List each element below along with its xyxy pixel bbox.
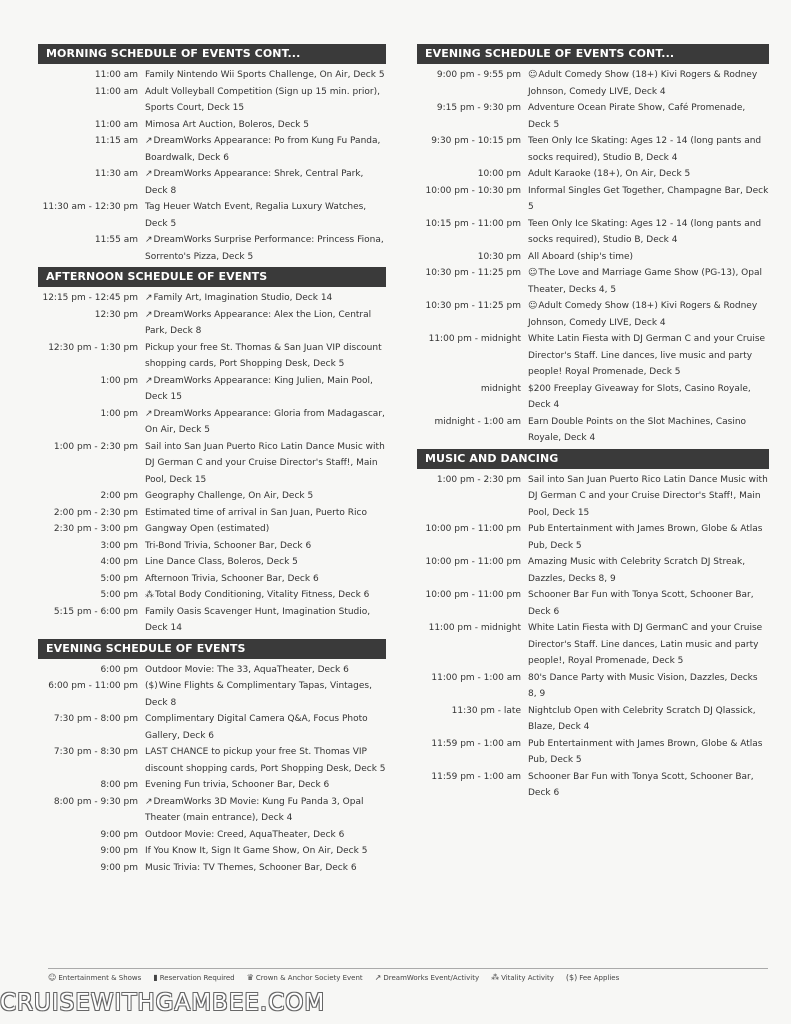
event-time: 10:15 pm - 11:00 pm xyxy=(425,218,521,229)
dreamworks-icon: ↗ xyxy=(145,235,153,245)
event-row xyxy=(38,860,386,877)
event-text: DreamWorks Appearance: Shrek, Central Park, Deck 8 xyxy=(145,169,364,196)
event-time: 2:00 pm - 2:30 pm xyxy=(53,507,138,518)
event-row xyxy=(38,199,386,232)
event-text: DreamWorks 3D Movie: Kung Fu Panda 3, Opal Theater (main entrance), Deck 4 xyxy=(145,796,364,823)
event-text: Pickup your free St. Thomas & San Juan VIP discount shopping cards, Port Shopping Desk, Deck 5 xyxy=(145,342,382,369)
event-row xyxy=(417,331,769,381)
event-row xyxy=(417,67,769,100)
event-row xyxy=(417,703,769,736)
event-text: LAST CHANCE to pickup your free St. Thomas VIP discount shopping cards, Port Shopping Desk, Deck 5 xyxy=(145,747,386,774)
event-text: Estimated time of arrival in San Juan, Puerto Rico xyxy=(145,507,367,518)
legend-item-dreamworks xyxy=(375,973,479,982)
left-column xyxy=(38,44,386,878)
event-text: The Love and Marriage Game Show (PG-13), Opal Theater, Decks 4, 5 xyxy=(528,268,762,295)
event-description xyxy=(145,744,386,777)
event-text: Afternoon Trivia, Schooner Bar, Deck 6 xyxy=(145,573,319,584)
event-text: 80's Dance Party with Music Vision, Dazzles, Decks 8, 9 xyxy=(528,672,758,699)
event-time: 11:59 pm - 1:00 am xyxy=(431,771,521,782)
event-time: 11:15 am xyxy=(94,136,138,146)
event-text: Adult Comedy Show (18+) Kivi Rogers & Rodney Johnson, Comedy LIVE, Deck 4 xyxy=(528,301,758,328)
section-music-and-dancing xyxy=(417,449,769,802)
section-morning-schedule-of-events-cont xyxy=(38,44,386,265)
event-description xyxy=(145,406,386,439)
event-text: Pub Entertainment with James Brown, Globe & Atlas Pub, Deck 5 xyxy=(528,738,763,765)
event-description xyxy=(528,587,769,620)
event-row xyxy=(417,521,769,554)
event-row xyxy=(417,414,769,447)
event-time: midnight - 1:00 am xyxy=(434,416,521,427)
entertainment-icon: ☺ xyxy=(528,70,538,80)
event-time: 12:30 pm - 1:30 pm xyxy=(48,342,138,353)
event-text: Tag Heuer Watch Event, Regalia Luxury Watches, Deck 5 xyxy=(145,202,367,229)
legend-item-reservation xyxy=(153,973,234,982)
event-description xyxy=(528,414,769,447)
event-row xyxy=(417,670,769,703)
event-description xyxy=(528,216,769,249)
section-header: MORNING SCHEDULE OF EVENTS CONT... xyxy=(38,44,386,64)
section-afternoon-schedule-of-events xyxy=(38,267,386,637)
vitality-icon: ⁂ xyxy=(491,973,500,982)
event-text: Earn Double Points on the Slot Machines, Casino Royale, Deck 4 xyxy=(528,416,747,443)
event-description xyxy=(528,381,769,414)
event-time: 11:00 am xyxy=(94,86,138,97)
event-row xyxy=(38,84,386,117)
event-time: 5:15 pm - 6:00 pm xyxy=(53,606,138,617)
event-text: Outdoor Movie: The 33, AquaTheater, Deck 6 xyxy=(145,664,349,675)
event-description xyxy=(145,373,386,406)
event-text: $200 Freeplay Giveaway for Slots, Casino Royale, Deck 4 xyxy=(528,383,751,410)
fee-icon: ($) xyxy=(565,973,578,982)
entertainment-icon: ☺ xyxy=(48,973,57,982)
icon-legend xyxy=(48,968,768,982)
event-row xyxy=(38,67,386,84)
dreamworks-icon: ↗ xyxy=(145,169,153,179)
event-time: 9:00 pm xyxy=(100,862,138,873)
event-text: Gangway Open (estimated) xyxy=(145,524,270,534)
event-text: Sail into San Juan Puerto Rico Latin Dance Music with DJ German C and your Cruise Director's Staff!, Main Pool, Deck 15 xyxy=(528,474,768,518)
event-row xyxy=(38,117,386,134)
event-description xyxy=(528,769,769,802)
event-time: 12:30 pm xyxy=(94,309,138,320)
section-header: MUSIC AND DANCING xyxy=(417,449,769,469)
event-text: Total Body Conditioning, Vitality Fitness, Deck 6 xyxy=(155,590,370,600)
event-text: Schooner Bar Fun with Tonya Scott, Schooner Bar, Deck 6 xyxy=(528,771,754,798)
event-description xyxy=(145,307,386,340)
event-description xyxy=(528,736,769,769)
legend-label: Fee Applies xyxy=(579,974,620,982)
event-time: midnight xyxy=(480,383,521,394)
event-row xyxy=(417,133,769,166)
event-row xyxy=(417,381,769,414)
event-text: Teen Only Ice Skating: Ages 12 - 14 (long pants and socks required), Studio B, Deck 4 xyxy=(528,136,762,163)
event-row xyxy=(417,166,769,183)
event-row xyxy=(417,620,769,670)
event-text: Adult Comedy Show (18+) Kivi Rogers & Rodney Johnson, Comedy LIVE, Deck 4 xyxy=(528,70,758,97)
event-text: Adventure Ocean Pirate Show, Café Promenade, Deck 5 xyxy=(528,103,746,130)
event-time: 1:00 pm xyxy=(100,408,138,419)
event-time: 1:00 pm xyxy=(100,375,138,386)
event-time: 11:30 am - 12:30 pm xyxy=(42,202,138,212)
event-time: 7:30 pm - 8:00 pm xyxy=(53,714,138,724)
section-header: AFTERNOON SCHEDULE OF EVENTS xyxy=(38,267,386,287)
event-time: 6:00 pm - 11:00 pm xyxy=(48,681,138,691)
event-description xyxy=(528,298,769,331)
event-text: Pub Entertainment with James Brown, Globe & Atlas Pub, Deck 5 xyxy=(528,524,763,551)
event-description xyxy=(145,571,386,588)
event-description xyxy=(145,538,386,555)
event-description xyxy=(145,232,386,265)
event-text: Complimentary Digital Camera Q&A, Focus Photo Gallery, Deck 6 xyxy=(145,714,368,741)
event-description xyxy=(145,505,386,522)
dreamworks-icon: ↗ xyxy=(145,293,153,303)
legend-label: Vitality Activity xyxy=(501,974,554,982)
legend-item-vitality xyxy=(491,973,554,982)
event-text: DreamWorks Appearance: Alex the Lion, Central Park, Deck 8 xyxy=(145,309,372,336)
event-description xyxy=(145,843,386,860)
fee-icon: ($) xyxy=(145,681,158,691)
event-row xyxy=(38,571,386,588)
event-row xyxy=(38,678,386,711)
event-description xyxy=(145,860,386,877)
event-time: 11:00 pm - midnight xyxy=(428,334,521,344)
event-description xyxy=(528,670,769,703)
event-description xyxy=(145,439,386,489)
event-time: 10:00 pm - 10:30 pm xyxy=(425,185,521,196)
event-row xyxy=(38,133,386,166)
event-time: 9:15 pm - 9:30 pm xyxy=(436,103,521,113)
event-time: 1:00 pm - 2:30 pm xyxy=(436,474,521,485)
dreamworks-icon: ↗ xyxy=(145,309,153,320)
event-text: Evening Fun trivia, Schooner Bar, Deck 6 xyxy=(145,780,330,790)
dreamworks-icon: ↗ xyxy=(374,973,382,982)
event-row xyxy=(38,290,386,307)
event-row xyxy=(38,521,386,538)
event-time: 11:00 am xyxy=(94,119,138,130)
event-time: 11:55 am xyxy=(94,235,138,245)
event-description xyxy=(145,794,386,827)
event-description xyxy=(528,166,769,183)
event-row xyxy=(38,587,386,604)
dreamworks-icon: ↗ xyxy=(145,796,153,807)
section-evening-schedule-of-events xyxy=(38,639,386,877)
event-row xyxy=(38,232,386,265)
event-text: Teen Only Ice Skating: Ages 12 - 14 (long pants and socks required), Studio B, Deck 4 xyxy=(528,218,762,245)
event-row xyxy=(38,711,386,744)
event-text: Music Trivia: TV Themes, Schooner Bar, Deck 6 xyxy=(145,862,357,873)
section-header: EVENING SCHEDULE OF EVENTS CONT... xyxy=(417,44,769,64)
event-row xyxy=(38,843,386,860)
event-time: 11:30 am xyxy=(94,169,138,179)
event-description xyxy=(145,521,386,538)
event-description xyxy=(145,587,386,604)
event-row xyxy=(38,777,386,794)
event-time: 5:00 pm xyxy=(100,573,138,584)
event-description xyxy=(145,340,386,373)
event-description xyxy=(145,117,386,134)
event-row xyxy=(417,183,769,216)
event-row xyxy=(417,554,769,587)
event-text: All Aboard (ship's time) xyxy=(528,251,634,262)
reservation-icon: ▮ xyxy=(153,973,158,982)
event-description xyxy=(145,604,386,637)
event-text: Family Oasis Scavenger Hunt, Imagination Studio, Deck 14 xyxy=(145,606,371,633)
event-time: 4:00 pm xyxy=(100,557,138,567)
event-text: Informal Singles Get Together, Champagne Bar, Deck 5 xyxy=(528,185,769,212)
event-description xyxy=(528,620,769,670)
event-description xyxy=(145,84,386,117)
event-row xyxy=(38,744,386,777)
event-text: Tri-Bond Trivia, Schooner Bar, Deck 6 xyxy=(145,540,312,551)
event-row xyxy=(38,505,386,522)
event-text: DreamWorks Appearance: Gloria from Madagascar, On Air, Deck 5 xyxy=(145,408,385,435)
entertainment-icon: ☺ xyxy=(528,268,538,278)
event-text: If You Know It, Sign It Game Show, On Air, Deck 5 xyxy=(145,846,368,856)
event-description xyxy=(145,488,386,505)
dreamworks-icon: ↗ xyxy=(145,375,153,386)
event-time: 10:30 pm xyxy=(477,251,521,262)
event-description xyxy=(145,166,386,199)
dreamworks-icon: ↗ xyxy=(145,408,153,419)
event-time: 10:00 pm - 11:00 pm xyxy=(425,590,521,600)
vitality-icon: ⁂ xyxy=(145,590,154,600)
event-time: 3:00 pm xyxy=(100,540,138,551)
event-time: 1:00 pm - 2:30 pm xyxy=(53,441,138,452)
event-description xyxy=(145,554,386,571)
event-description xyxy=(528,554,769,587)
event-time: 10:00 pm - 11:00 pm xyxy=(425,557,521,567)
crown-anchor-icon: ♛ xyxy=(246,973,254,982)
event-text: DreamWorks Appearance: King Julien, Main Pool, Deck 15 xyxy=(145,375,373,402)
event-time: 10:00 pm xyxy=(477,169,521,179)
event-row xyxy=(38,340,386,373)
event-row xyxy=(417,736,769,769)
entertainment-icon: ☺ xyxy=(528,301,538,311)
event-text: Family Art, Imagination Studio, Deck 14 xyxy=(153,293,333,303)
event-row xyxy=(38,488,386,505)
event-row xyxy=(38,662,386,679)
event-row xyxy=(417,100,769,133)
event-row xyxy=(417,216,769,249)
event-description xyxy=(145,133,386,166)
event-description xyxy=(528,472,769,522)
dreamworks-icon: ↗ xyxy=(145,136,153,146)
event-description xyxy=(528,100,769,133)
event-text: Mimosa Art Auction, Boleros, Deck 5 xyxy=(145,119,309,130)
event-row xyxy=(38,554,386,571)
event-row xyxy=(38,307,386,340)
event-description xyxy=(528,67,769,100)
event-text: Geography Challenge, On Air, Deck 5 xyxy=(145,491,314,501)
event-time: 5:00 pm xyxy=(100,590,138,600)
event-text: Family Nintendo Wii Sports Challenge, On Air, Deck 5 xyxy=(145,70,385,80)
event-description xyxy=(145,199,386,232)
event-description xyxy=(145,678,386,711)
event-row xyxy=(38,538,386,555)
legend-label: Reservation Required xyxy=(159,974,235,982)
event-row xyxy=(38,406,386,439)
event-description xyxy=(528,521,769,554)
event-time: 9:30 pm - 10:15 pm xyxy=(431,136,521,146)
event-description xyxy=(145,711,386,744)
event-time: 11:00 pm - midnight xyxy=(428,623,521,633)
event-description xyxy=(528,183,769,216)
legend-item-entertainment xyxy=(48,973,141,982)
event-text: Schooner Bar Fun with Tonya Scott, Schooner Bar, Deck 6 xyxy=(528,590,754,617)
event-time: 11:59 pm - 1:00 am xyxy=(431,738,521,749)
event-time: 11:30 pm - late xyxy=(451,705,521,716)
event-text: White Latin Fiesta with DJ German C and your Cruise Director's Staff. Line dances, live music and party people! Royal Promenade, Deck 5 xyxy=(528,334,766,377)
event-description xyxy=(528,249,769,266)
event-description xyxy=(145,67,386,84)
event-row xyxy=(417,769,769,802)
event-text: Adult Volleyball Competition (Sign up 15 min. prior), Sports Court, Deck 15 xyxy=(145,86,380,113)
event-text: Adult Karaoke (18+), On Air, Deck 5 xyxy=(528,169,691,179)
event-time: 10:30 pm - 11:25 pm xyxy=(425,268,521,278)
event-time: 2:30 pm - 3:00 pm xyxy=(53,524,138,534)
event-description xyxy=(528,133,769,166)
event-row xyxy=(38,439,386,489)
event-time: 10:30 pm - 11:25 pm xyxy=(425,301,521,311)
event-row xyxy=(417,249,769,266)
event-text: DreamWorks Appearance: Po from Kung Fu Panda, Boardwalk, Deck 6 xyxy=(145,136,381,163)
legend-item-fee xyxy=(566,973,619,982)
event-text: Amazing Music with Celebrity Scratch DJ Streak, Dazzles, Decks 8, 9 xyxy=(528,557,746,584)
event-time: 9:00 pm xyxy=(100,829,138,840)
watermark: CRUISEWITHGAMBEE.COM xyxy=(0,990,326,1016)
event-row xyxy=(38,604,386,637)
event-time: 8:00 pm - 9:30 pm xyxy=(53,796,138,807)
legend-label: Crown & Anchor Society Event xyxy=(255,974,363,982)
event-time: 8:00 pm xyxy=(100,780,138,790)
legend-label: DreamWorks Event/Activity xyxy=(383,974,480,982)
event-text: Line Dance Class, Boleros, Deck 5 xyxy=(145,557,298,567)
event-description xyxy=(528,331,769,381)
event-description xyxy=(145,290,386,307)
event-row xyxy=(38,373,386,406)
event-text: Outdoor Movie: Creed, AquaTheater, Deck 6 xyxy=(145,829,345,840)
event-row xyxy=(38,794,386,827)
event-text: DreamWorks Surprise Performance: Princess Fiona, Sorrento's Pizza, Deck 5 xyxy=(145,235,384,262)
event-time: 10:00 pm - 11:00 pm xyxy=(425,524,521,534)
event-time: 9:00 pm - 9:55 pm xyxy=(436,70,521,80)
event-description xyxy=(528,703,769,736)
event-row xyxy=(417,298,769,331)
right-column xyxy=(417,44,769,804)
event-description xyxy=(145,777,386,794)
event-time: 11:00 am xyxy=(94,70,138,80)
section-header: EVENING SCHEDULE OF EVENTS xyxy=(38,639,386,659)
event-row xyxy=(38,827,386,844)
section-evening-schedule-of-events-cont xyxy=(417,44,769,447)
event-time: 6:00 pm xyxy=(100,664,138,675)
event-time: 2:00 pm xyxy=(100,491,138,501)
event-text: White Latin Fiesta with DJ GermanC and your Cruise Director's Staff. Line dances, Latin music and party people!, Royal Promenade, Deck 5 xyxy=(528,623,763,666)
event-description xyxy=(145,827,386,844)
event-text: Sail into San Juan Puerto Rico Latin Dance Music with DJ German C and your Cruise Director's Staff!, Main Pool, Deck 15 xyxy=(145,441,385,485)
event-description xyxy=(528,265,769,298)
legend-label: Entertainment & Shows xyxy=(58,974,142,982)
event-row xyxy=(38,166,386,199)
event-row xyxy=(417,472,769,522)
event-time: 11:00 pm - 1:00 am xyxy=(431,672,521,683)
event-text: Wine Flights & Complimentary Tapas, Vintages, Deck 8 xyxy=(145,681,372,708)
event-row xyxy=(417,265,769,298)
event-text: Nightclub Open with Celebrity Scratch DJ Qlassick, Blaze, Deck 4 xyxy=(528,705,756,732)
legend-item-crown-anchor xyxy=(247,973,363,982)
event-time: 7:30 pm - 8:30 pm xyxy=(53,747,138,757)
event-description xyxy=(145,662,386,679)
event-row xyxy=(417,587,769,620)
event-time: 9:00 pm xyxy=(100,846,138,856)
event-time: 12:15 pm - 12:45 pm xyxy=(42,293,138,303)
